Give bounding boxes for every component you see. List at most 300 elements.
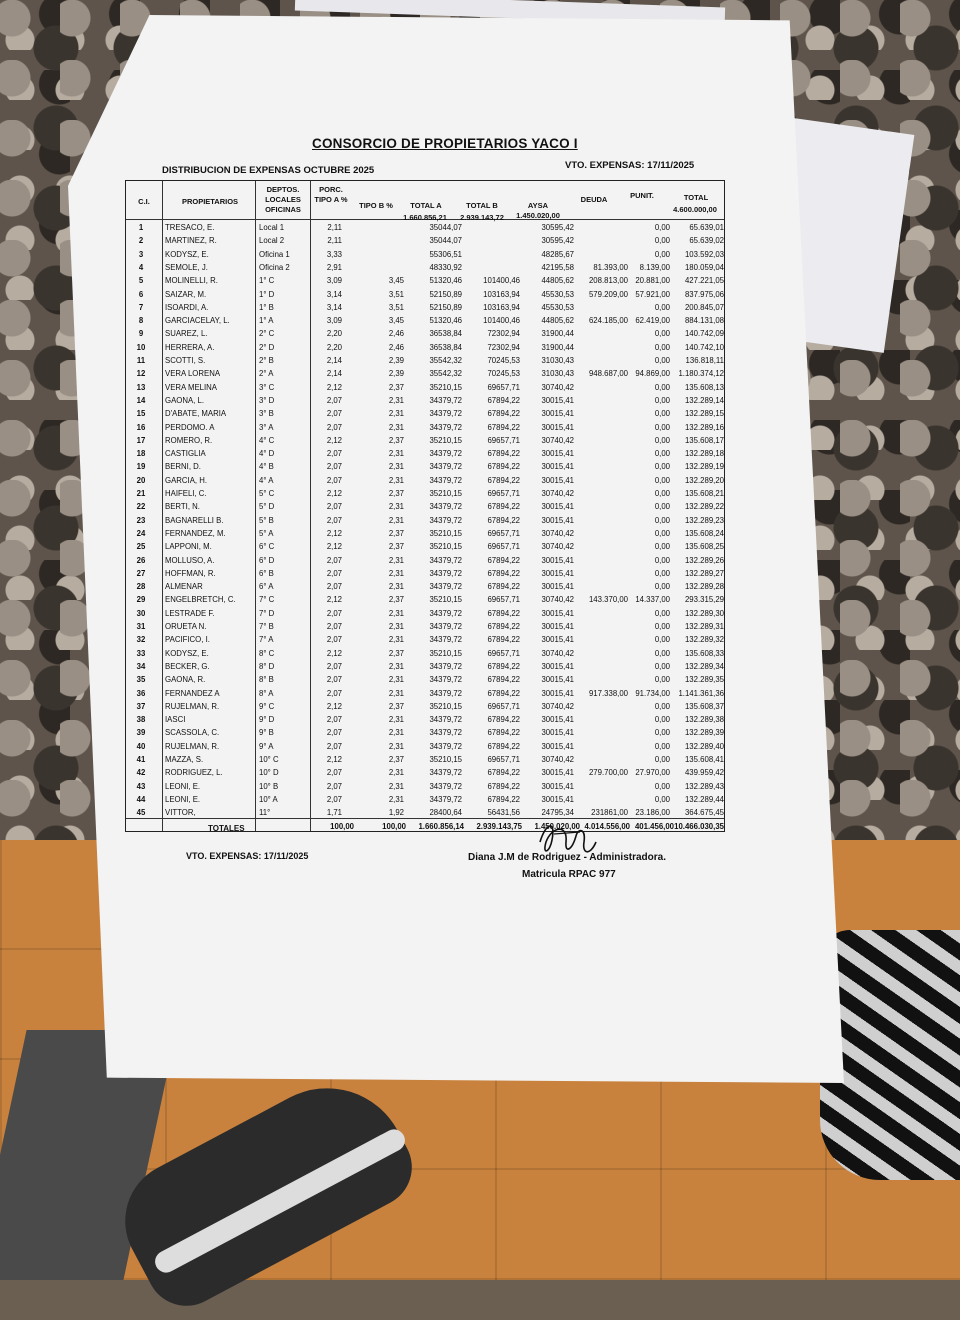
interest: 8.139,00 xyxy=(639,262,670,272)
total-b: 69657,71 xyxy=(487,489,520,498)
row-number: 14 xyxy=(136,395,146,405)
header-total-a-amount: 1.660.856,21 xyxy=(403,213,447,222)
owner-name: MOLLUSO, A. xyxy=(165,555,215,565)
percent-b: 2,31 xyxy=(388,422,404,432)
aysa: 30740,42 xyxy=(541,382,574,392)
aysa: 44805,62 xyxy=(541,276,574,286)
unit-label: 5° B xyxy=(259,515,274,525)
unit-label: 2° D xyxy=(259,342,275,352)
total-b: 67894,22 xyxy=(487,449,520,459)
interest: 0,00 xyxy=(654,329,670,339)
total-a: 35210,15 xyxy=(429,435,462,445)
owner-name: TRESACO, E. xyxy=(165,223,215,232)
row-total: 200.845,07 xyxy=(684,302,724,312)
total-b: 101400,46 xyxy=(483,276,520,286)
total-b: 67894,22 xyxy=(487,688,520,698)
row-total: 132.289,16 xyxy=(684,422,724,432)
owner-name: D'ABATE, MARIA xyxy=(165,409,227,419)
owner-name: MAZZA, S. xyxy=(165,755,204,764)
percent-b: 2,31 xyxy=(388,635,404,645)
row-number: 17 xyxy=(136,435,146,445)
aysa: 30015,41 xyxy=(541,741,574,751)
row-total: 132.289,19 xyxy=(684,462,724,472)
aysa: 24795,34 xyxy=(541,808,574,818)
interest: 91.734,00 xyxy=(635,688,670,698)
row-number: 40 xyxy=(136,741,146,751)
aysa: 45530,53 xyxy=(541,302,574,312)
total-b: 103163,94 xyxy=(483,302,520,312)
row-total: 132.289,35 xyxy=(684,675,724,685)
aysa: 31900,44 xyxy=(541,329,574,339)
unit-label: 6° C xyxy=(259,542,275,552)
percent-b: 2,31 xyxy=(388,608,404,618)
row-number: 16 xyxy=(136,422,146,432)
total-aysa-sum: 1.450.020,00 xyxy=(534,822,580,831)
unit-label: 6° B xyxy=(259,568,274,578)
unit-label: 8° C xyxy=(259,648,275,658)
percent-b: 2,31 xyxy=(388,688,404,698)
interest: 0,00 xyxy=(654,542,670,552)
owner-name: SCOTTI, S. xyxy=(165,356,206,365)
owner-name: FERNANDEZ, M. xyxy=(165,528,226,538)
owner-name: VERA LORENA xyxy=(165,369,221,379)
header-ci: C.I. xyxy=(138,197,150,206)
percent-b: 2,39 xyxy=(388,356,404,365)
total-b: 67894,22 xyxy=(487,568,520,578)
row-number: 3 xyxy=(138,249,144,259)
aysa: 30740,42 xyxy=(541,701,574,711)
total-b: 67894,22 xyxy=(487,555,520,565)
percent-a: 2,14 xyxy=(326,369,342,379)
percent-b: 2,31 xyxy=(388,622,404,631)
percent-b: 2,37 xyxy=(388,489,404,498)
aysa: 44805,62 xyxy=(541,316,574,326)
owner-name: RODRIGUEZ, L. xyxy=(165,768,223,778)
unit-label: 9° C xyxy=(259,701,275,711)
document-title: CONSORCIO DE PROPIETARIOS YACO I xyxy=(312,136,578,151)
header-total-amount: 4.600.000,00 xyxy=(673,205,717,214)
total-b: 67894,22 xyxy=(487,409,520,419)
row-total: 132.289,40 xyxy=(684,741,724,751)
owner-name: HAIFELI, C. xyxy=(165,489,207,498)
interest: 0,00 xyxy=(654,435,670,445)
percent-b: 2,37 xyxy=(388,382,404,392)
interest: 0,00 xyxy=(654,236,670,246)
row-total: 132.289,34 xyxy=(684,661,724,671)
total-a: 35210,15 xyxy=(429,489,462,498)
row-total: 132.289,43 xyxy=(684,781,724,791)
row-total: 132.289,23 xyxy=(684,515,724,525)
row-total: 135.608,24 xyxy=(684,528,724,538)
total-a: 34379,72 xyxy=(429,475,462,485)
unit-label: 5° C xyxy=(259,489,275,498)
interest: 0,00 xyxy=(654,568,670,578)
aysa: 30015,41 xyxy=(541,502,574,512)
unit-label: 6° D xyxy=(259,555,275,565)
total-a: 35210,15 xyxy=(429,648,462,658)
total-a: 52150,89 xyxy=(429,289,462,299)
percent-a: 2,07 xyxy=(326,568,342,578)
header-porc-a: PORC. TIPO A % xyxy=(314,185,348,204)
administrator-name: Diana J.M de Rodriguez - Administradora. xyxy=(468,852,666,863)
unit-label: 11° xyxy=(259,808,271,818)
header-deuda: DEUDA xyxy=(580,195,608,204)
row-number: 44 xyxy=(136,794,146,804)
total-a: 51320,46 xyxy=(429,316,462,326)
percent-b: 1,92 xyxy=(388,808,404,818)
due-date-top: VTO. EXPENSAS: 17/11/2025 xyxy=(565,160,695,171)
total-a: 34379,72 xyxy=(429,768,462,778)
percent-a: 3,33 xyxy=(326,249,342,259)
column-divider xyxy=(255,181,256,831)
aysa: 30595,42 xyxy=(541,223,574,232)
debt: 279.700,00 xyxy=(588,768,628,778)
header-total: TOTAL xyxy=(683,193,709,202)
interest: 0,00 xyxy=(654,395,670,405)
aysa: 30015,41 xyxy=(541,462,574,472)
percent-b: 2,31 xyxy=(388,515,404,525)
total-b: 69657,71 xyxy=(487,435,520,445)
owner-name: ROMERO, R. xyxy=(165,435,213,445)
row-number: 38 xyxy=(136,715,146,725)
debt: 624.185,00 xyxy=(588,316,628,326)
interest: 0,00 xyxy=(654,462,670,472)
percent-b: 2,31 xyxy=(388,568,404,578)
row-number: 13 xyxy=(136,382,146,392)
due-date-bottom: VTO. EXPENSAS: 17/11/2025 xyxy=(186,851,309,861)
total-a: 34379,72 xyxy=(429,395,462,405)
interest: 0,00 xyxy=(654,675,670,685)
interest: 0,00 xyxy=(654,622,670,631)
row-number: 25 xyxy=(136,542,146,552)
document-subtitle: DISTRIBUCION DE EXPENSAS OCTUBRE 2025 xyxy=(162,165,375,176)
total-b: 69657,71 xyxy=(487,701,520,711)
total-b: 67894,22 xyxy=(487,475,520,485)
row-total: 439.959,42 xyxy=(684,768,724,778)
row-total: 132.289,18 xyxy=(684,449,724,459)
interest: 0,00 xyxy=(654,342,670,352)
percent-b: 2,31 xyxy=(388,675,404,685)
aysa: 30740,42 xyxy=(541,489,574,498)
percent-a: 2,12 xyxy=(326,542,342,552)
interest: 0,00 xyxy=(654,502,670,512)
row-total: 135.608,41 xyxy=(684,755,724,764)
row-number: 15 xyxy=(136,409,146,419)
owner-name: ALMENAR xyxy=(165,582,203,592)
unit-label: 7° B xyxy=(259,622,274,631)
row-number: 34 xyxy=(136,661,146,671)
interest: 0,00 xyxy=(654,489,670,498)
totals-label: TOTALES xyxy=(208,824,245,833)
owner-name: SEMOLE, J. xyxy=(165,262,208,272)
unit-label: 9° D xyxy=(259,715,275,725)
unit-label: 6° A xyxy=(259,582,274,592)
aysa: 30015,41 xyxy=(541,608,574,618)
debt: 231861,00 xyxy=(591,808,628,818)
interest: 0,00 xyxy=(654,422,670,432)
unit-label: 1° A xyxy=(259,316,274,326)
debt: 208.813,00 xyxy=(588,276,628,286)
total-b: 67894,22 xyxy=(487,675,520,685)
aysa: 30595,42 xyxy=(541,236,574,246)
aysa: 30015,41 xyxy=(541,715,574,725)
percent-a: 2,07 xyxy=(326,728,342,738)
percent-a: 2,07 xyxy=(326,449,342,459)
aysa: 30015,41 xyxy=(541,768,574,778)
total-a: 34379,72 xyxy=(429,582,462,592)
aysa: 30015,41 xyxy=(541,675,574,685)
percent-a: 2,14 xyxy=(326,356,342,365)
row-number: 11 xyxy=(136,356,146,365)
header-total-a: TOTAL A xyxy=(410,201,442,210)
debt: 917.338,00 xyxy=(588,688,628,698)
unit-label: Local 1 xyxy=(259,223,285,232)
total-a: 34379,72 xyxy=(429,449,462,459)
total-b: 69657,71 xyxy=(487,755,520,764)
unit-label: 7° A xyxy=(259,635,274,645)
aysa: 30015,41 xyxy=(541,635,574,645)
owner-name: GARCIACELAY, L. xyxy=(165,316,230,326)
row-number: 21 xyxy=(136,489,146,498)
percent-b: 2,31 xyxy=(388,768,404,778)
percent-b: 3,51 xyxy=(388,289,404,299)
owner-name: HERRERA, A. xyxy=(165,342,215,352)
unit-label: Oficina 2 xyxy=(259,262,290,272)
row-number: 45 xyxy=(136,808,146,818)
aysa: 30015,41 xyxy=(541,728,574,738)
row-total: 132.289,26 xyxy=(684,555,724,565)
unit-label: 3° A xyxy=(259,422,274,432)
interest: 0,00 xyxy=(654,582,670,592)
unit-label: 4° B xyxy=(259,462,274,472)
total-b: 72302,94 xyxy=(487,329,520,339)
percent-b: 2,31 xyxy=(388,794,404,804)
total-a: 35044,07 xyxy=(429,223,462,232)
percent-a: 2,91 xyxy=(326,262,342,272)
total-porc-a: 100,00 xyxy=(330,822,354,831)
debt: 81.393,00 xyxy=(593,262,628,272)
row-number: 37 xyxy=(136,701,146,711)
unit-label: 5° D xyxy=(259,502,275,512)
row-total: 180.059,04 xyxy=(684,262,724,272)
row-number: 28 xyxy=(136,582,146,592)
unit-label: 8° D xyxy=(259,661,275,671)
percent-b: 2,37 xyxy=(388,701,404,711)
percent-a: 2,07 xyxy=(326,395,342,405)
percent-b: 2,37 xyxy=(388,435,404,445)
total-a: 28400,64 xyxy=(429,808,462,818)
row-total: 135.608,37 xyxy=(684,701,724,711)
percent-a: 3,14 xyxy=(326,302,342,312)
column-divider xyxy=(162,181,163,831)
unit-label: 9° A xyxy=(259,741,274,751)
owner-name: VERA MELINA xyxy=(165,382,217,392)
total-b: 67894,22 xyxy=(487,741,520,751)
owner-name: BERTI, N. xyxy=(165,502,200,512)
total-b: 69657,71 xyxy=(487,382,520,392)
owner-name: SUAREZ, L. xyxy=(165,329,208,339)
aysa: 30740,42 xyxy=(541,435,574,445)
total-a: 34379,72 xyxy=(429,502,462,512)
header-total-b-amount: 2.939.143,72 xyxy=(460,213,504,222)
total-b: 67894,22 xyxy=(487,608,520,618)
row-number: 29 xyxy=(136,595,146,605)
row-total: 1.141.361,36 xyxy=(678,688,724,698)
interest: 0,00 xyxy=(654,648,670,658)
unit-label: 1° D xyxy=(259,289,275,299)
interest: 23.186,00 xyxy=(635,808,670,818)
unit-label: 10° C xyxy=(259,755,279,764)
row-total: 364.675,45 xyxy=(684,808,724,818)
row-total: 140.742,09 xyxy=(684,329,724,339)
total-b: 67894,22 xyxy=(487,582,520,592)
interest: 0,00 xyxy=(654,555,670,565)
row-total: 136.818,11 xyxy=(685,356,724,365)
row-number: 27 xyxy=(136,568,146,578)
unit-label: 3° D xyxy=(259,395,275,405)
debt: 948.687,00 xyxy=(588,369,628,379)
total-a: 36538,84 xyxy=(429,342,462,352)
row-number: 12 xyxy=(136,369,146,379)
owner-name: ORUETA N. xyxy=(165,622,207,631)
percent-a: 3,09 xyxy=(326,276,342,286)
percent-b: 2,31 xyxy=(388,781,404,791)
total-a: 34379,72 xyxy=(429,728,462,738)
percent-a: 2,07 xyxy=(326,409,342,419)
unit-label: 3° C xyxy=(259,382,275,392)
aysa: 30015,41 xyxy=(541,622,574,631)
owner-name: KODYSZ, E. xyxy=(165,648,209,658)
percent-a: 2,07 xyxy=(326,475,342,485)
percent-a: 2,07 xyxy=(326,715,342,725)
owner-name: BECKER, G. xyxy=(165,661,210,671)
percent-a: 2,20 xyxy=(326,342,342,352)
row-total: 132.289,14 xyxy=(684,395,724,405)
interest: 0,00 xyxy=(654,635,670,645)
interest: 0,00 xyxy=(654,781,670,791)
interest: 0,00 xyxy=(654,449,670,459)
row-number: 35 xyxy=(136,675,146,685)
interest: 0,00 xyxy=(654,661,670,671)
aysa: 42195,58 xyxy=(541,262,574,272)
total-b: 69657,71 xyxy=(487,528,520,538)
percent-b: 3,45 xyxy=(388,276,404,286)
owner-name: BAGNARELLI B. xyxy=(165,515,224,525)
percent-b: 3,45 xyxy=(388,316,404,326)
total-a: 34379,72 xyxy=(429,608,462,618)
row-number: 42 xyxy=(136,768,146,778)
percent-a: 1,71 xyxy=(326,808,342,818)
header-deptos: DEPTOS. LOCALES OFICINAS xyxy=(265,185,301,214)
row-total: 140.742,10 xyxy=(684,342,724,352)
owner-name: MOLINELLI, R. xyxy=(165,276,218,286)
aysa: 30740,42 xyxy=(541,528,574,538)
row-total: 132.289,44 xyxy=(684,794,724,804)
interest: 0,00 xyxy=(654,715,670,725)
total-b: 67894,22 xyxy=(487,781,520,791)
percent-b: 2,46 xyxy=(388,342,404,352)
row-total: 293.315,29 xyxy=(684,595,724,605)
interest: 14.337,00 xyxy=(635,595,670,605)
percent-b: 2,31 xyxy=(388,475,404,485)
row-number: 18 xyxy=(136,449,146,459)
interest: 0,00 xyxy=(654,701,670,711)
owner-name: MARTINEZ, R. xyxy=(165,236,217,246)
total-b: 67894,22 xyxy=(487,635,520,645)
unit-label: 2° B xyxy=(259,356,274,365)
percent-a: 2,12 xyxy=(326,435,342,445)
owner-name: PERDOMO. A xyxy=(165,422,215,432)
owner-name: ENGELBRETCH, C. xyxy=(165,595,236,605)
unit-label: 4° C xyxy=(259,435,275,445)
total-a: 35044,07 xyxy=(429,236,462,246)
signature xyxy=(532,812,602,872)
row-total: 132.289,28 xyxy=(684,582,724,592)
aysa: 45530,53 xyxy=(541,289,574,299)
percent-a: 2,07 xyxy=(326,675,342,685)
total-a: 34379,72 xyxy=(429,555,462,565)
percent-b: 2,37 xyxy=(388,648,404,658)
percent-a: 2,07 xyxy=(326,768,342,778)
total-a: 34379,72 xyxy=(429,688,462,698)
grand-total: 10.466.030,35 xyxy=(674,822,724,831)
total-a: 35210,15 xyxy=(429,528,462,538)
total-a: 55306,51 xyxy=(429,249,462,259)
percent-b: 2,31 xyxy=(388,555,404,565)
aysa: 30015,41 xyxy=(541,582,574,592)
owner-name: IASCI xyxy=(165,715,186,725)
percent-a: 2,07 xyxy=(326,794,342,804)
total-a: 35210,15 xyxy=(429,382,462,392)
aysa: 30740,42 xyxy=(541,595,574,605)
total-b: 67894,22 xyxy=(487,502,520,512)
percent-b: 2,31 xyxy=(388,449,404,459)
expense-table xyxy=(125,180,725,832)
percent-b: 2,31 xyxy=(388,661,404,671)
aysa: 30015,41 xyxy=(541,794,574,804)
owner-name: SAIZAR, M. xyxy=(165,289,207,299)
interest: 62.419,00 xyxy=(635,316,670,326)
unit-label: 10° A xyxy=(259,794,278,804)
percent-b: 2,31 xyxy=(388,409,404,419)
percent-a: 2,07 xyxy=(326,462,342,472)
percent-b: 2,31 xyxy=(388,741,404,751)
row-total: 135.608,13 xyxy=(684,382,724,392)
percent-b: 2,31 xyxy=(388,462,404,472)
percent-a: 2,20 xyxy=(326,329,342,339)
unit-label: 2° C xyxy=(259,329,275,339)
total-b: 69657,71 xyxy=(487,648,520,658)
aysa: 30015,41 xyxy=(541,661,574,671)
percent-a: 2,07 xyxy=(326,608,342,618)
total-a: 51320,46 xyxy=(429,276,462,286)
aysa: 30015,41 xyxy=(541,568,574,578)
total-a: 35210,15 xyxy=(429,542,462,552)
percent-a: 2,07 xyxy=(326,555,342,565)
total-a: 34379,72 xyxy=(429,661,462,671)
percent-a: 2,07 xyxy=(326,502,342,512)
row-total: 65.639,02 xyxy=(689,236,724,246)
total-a: 34379,72 xyxy=(429,781,462,791)
percent-a: 2,07 xyxy=(326,422,342,432)
interest: 0,00 xyxy=(654,608,670,618)
row-number: 30 xyxy=(136,608,146,618)
percent-a: 2,12 xyxy=(326,489,342,498)
row-number: 39 xyxy=(136,728,146,738)
unit-label: Oficina 1 xyxy=(259,249,290,259)
aysa: 30740,42 xyxy=(541,648,574,658)
header-punit: PUNIT. xyxy=(630,191,654,200)
